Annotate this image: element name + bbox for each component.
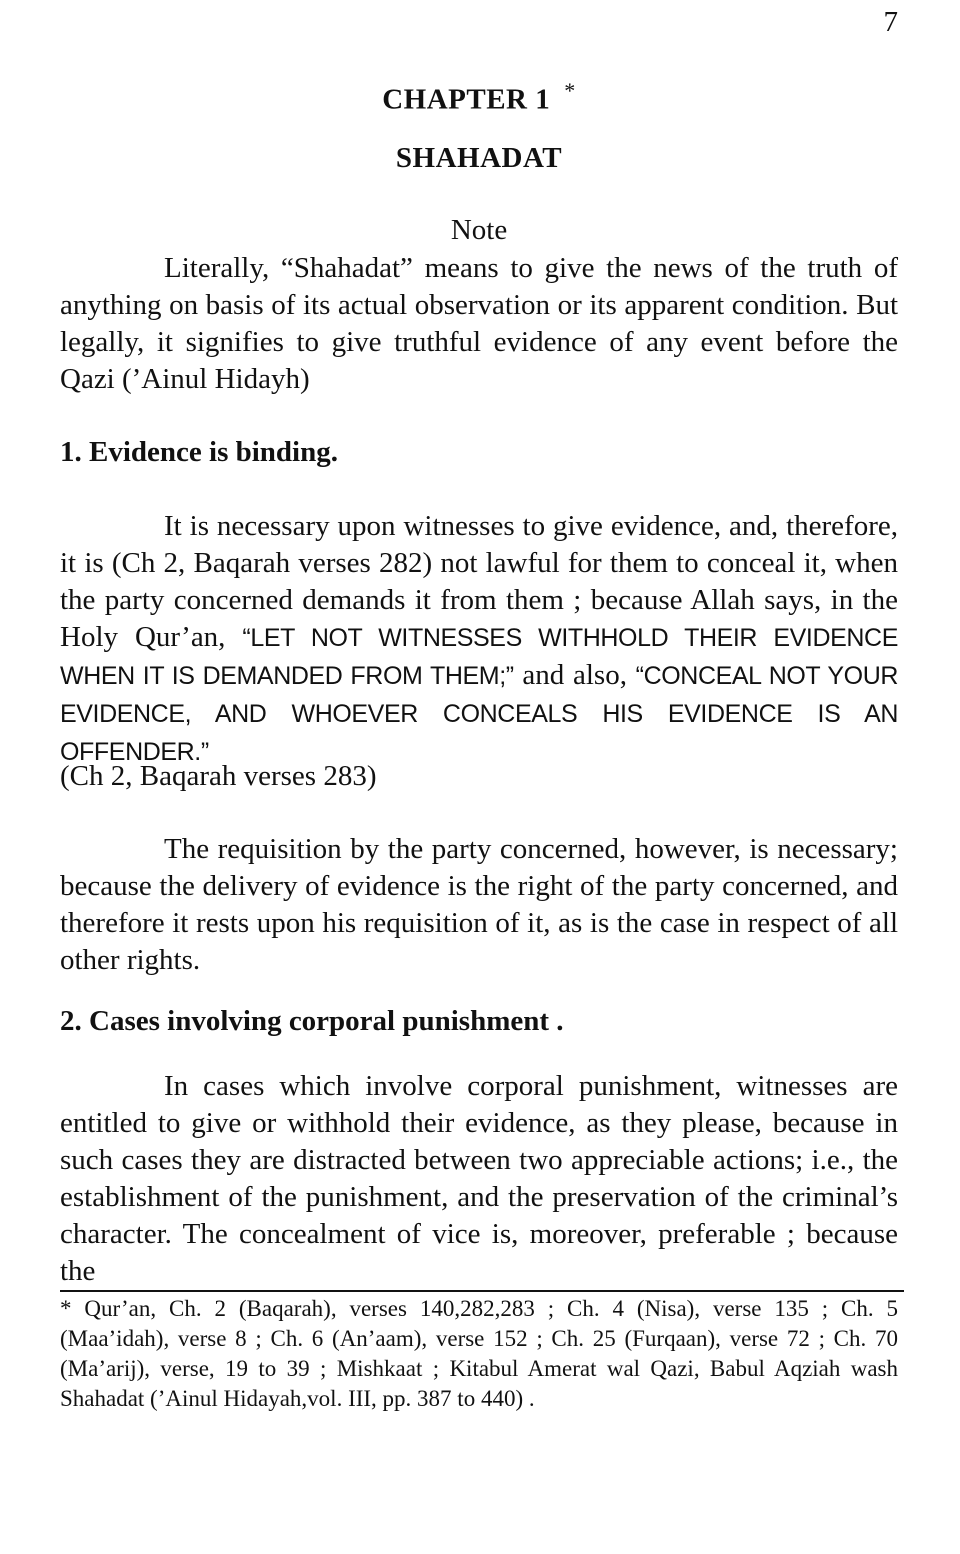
note-paragraph: Literally, “Shahadat” means to give the news of the truth of anything on basis of its actual observation or its apparent condition. But legally, it signifies to give truthful evidence of any event before the Qazi (’Ainul Hidayh)	[60, 252, 898, 395]
quran-quote-2: “CONCEAL NOT YOUR EVIDENCE, AND WHOEVER CONCEALS HIS EVIDENCE IS AN OFFENDER.”	[60, 662, 899, 766]
section-2-paragraph-1: In cases which involve corporal punishment, witnesses are entitled to give or withhold their evidence, as they please, because in such cases they are distracted between two appreciable actions; i.e., the establishment of the punishment, and the preservation of the criminal’s character. The concealment of vice is, moreover, preferable ; because the	[60, 1070, 898, 1287]
book-page	[60, 0, 898, 1554]
note-label: Note	[450, 214, 508, 246]
footnote: * Qur’an, Ch. 2 (Baqarah), verses 140,282,283 ; Ch. 4 (Nisa), verse 135 ; Ch. 5 (Maa’idah), verse 8 ; Ch. 6 (An’aam), verse 152 ; Ch. 25 (Furqaan), verse 72 ; Ch. 70 (Ma’arij), verse, 19 to 39 ; Mishkaat ; Kitabul Amerat wal Qazi, Babul Aqziah wash Shahadat (’Ainul Hidayah,vol. III, pp. 387 to 440) .	[60, 1296, 898, 1411]
section-1-heading: 1. Evidence is binding.	[60, 436, 338, 468]
footnote-divider	[60, 1290, 904, 1292]
verse-citation: (Ch 2, Baqarah verses 283)	[60, 760, 377, 792]
footnote-marker: *	[564, 78, 576, 103]
quote-connector: and also,	[522, 659, 627, 691]
chapter-title-text: CHAPTER 1	[382, 83, 551, 116]
quran-quote-1: “LET NOT WITNESSES WITHHOLD THEIR EVIDENCE WHEN IT IS DEMANDED FROM THEM;”	[60, 624, 898, 690]
section-1-paragraph-1	[60, 508, 898, 771]
page-number: 7	[883, 6, 898, 38]
chapter-title	[60, 78, 898, 117]
section-1-paragraph-2: The requisition by the party concerned, however, is necessary; because the delivery of evidence is the right of the party concerned, and therefore it rests upon his requisition of it, as is the case in respect of all other rights.	[60, 833, 898, 976]
section-2-heading: 2. Cases involving corporal punishment .	[60, 1005, 564, 1037]
chapter-subtitle: SHAHADAT	[395, 142, 563, 174]
section-1-text: It is necessary upon witnesses to give evidence, and, therefore, it is (Ch 2, Baqarah verses 282) not lawful for them to conceal it, when the party concerned demands it from them ; because Allah says, in the Holy Qur’an,	[60, 510, 898, 653]
